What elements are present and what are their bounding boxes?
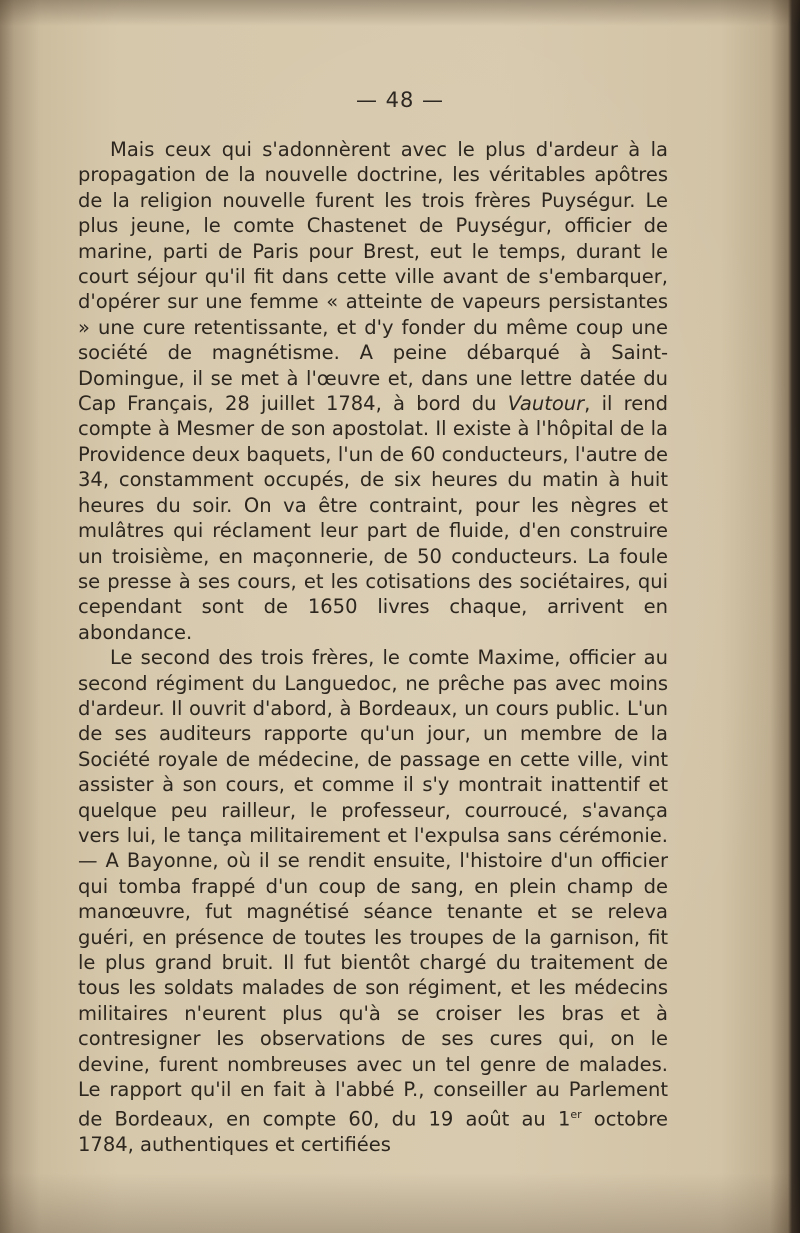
page-top-shadow [0, 0, 800, 26]
page-number: — 48 — [355, 88, 445, 112]
paragraph-1-text: Mais ceux qui s'adonnèrent avec le plus d'ardeur à la propagation de la nouvelle doctrine, les véritables apôtres de la religion nouvelle furent les trois frères Puységur. Le plus jeune, le comte Chastenet de Puységur, officier de marine, parti de Paris pour Brest, eut le temps, durant le court séjour qu'il fit dans cette ville avant de s'embarquer, d'opérer sur une femme « atteinte de vapeurs persistantes » une cure retentissante, et d'y fonder du même coup une société de magnétisme. A peine débarqué à Saint-Domingue, il se met à l'œuvre et, dans une lettre datée du Cap Français, 28 juillet 1784, à bord du [78, 138, 668, 416]
paragraph-2 [78, 645, 668, 1158]
paragraph-1 [78, 137, 668, 645]
ordinal-superscript: er [570, 1108, 582, 1122]
page-bottom-shadow [0, 1173, 800, 1233]
ship-name-italic: Vautour [507, 392, 585, 416]
paragraph-2-text: Le second des trois frères, le comte Maxime, officier au second régiment du Languedoc, ne prêche pas avec moins d'ardeur. Il ouvrit d'abord, à Bordeaux, un cours public. L'un de ses auditeurs rapporte qu'un jour, un membre de la Société royale de médecine, de passage en cette ville, vint assister à son cours, et comme il s'y montrait inattentif et quelque peu railleur, le professeur, courroucé, s'avança vers lui, le tança militairement et l'expulsa sans cérémonie. — A Bayonne, où il se rendit ensuite, l'histoire d'un officier qui tomba frappé d'un coup de sang, en plein champ de manœuvre, fut magnétisé séance tenante et se releva guéri, en présence de toutes les troupes de la garnison, fit le plus grand bruit. Il fut bientôt chargé du traitement de tous les soldats malades de son régiment, et les médecins militaires n'eurent plus qu'à se croiser les bras et à contresigner les observations de ses cures qui, on le devine, furent nombreuses avec un tel genre de malades. Le rapport qu'il en fait à l'abbé P., conseiller au Parlement de Bordeaux, en compte 60, du 19 août au 1 [78, 646, 668, 1131]
body-text [78, 137, 668, 1158]
paragraph-1-text-after: , il rend compte à Mesmer de son apostolat. Il existe à l'hôpital de la Providence deux baquets, l'un de 60 conducteurs, l'autre de 34, constamment occupés, de six heures du matin à huit heures du soir. On va être contraint, pour les nègres et mulâtres qui réclament leur part de fluide, d'en construire un troisième, en maçonnerie, de 50 conducteurs. La foule se presse à ses cours, et les cotisations des sociétaires, qui cependant sont de 1650 livres chaque, arrivent en abondance. [78, 392, 668, 644]
paragraph-2-text-after: octobre 1784, authentiques et certifiées [78, 1107, 669, 1157]
